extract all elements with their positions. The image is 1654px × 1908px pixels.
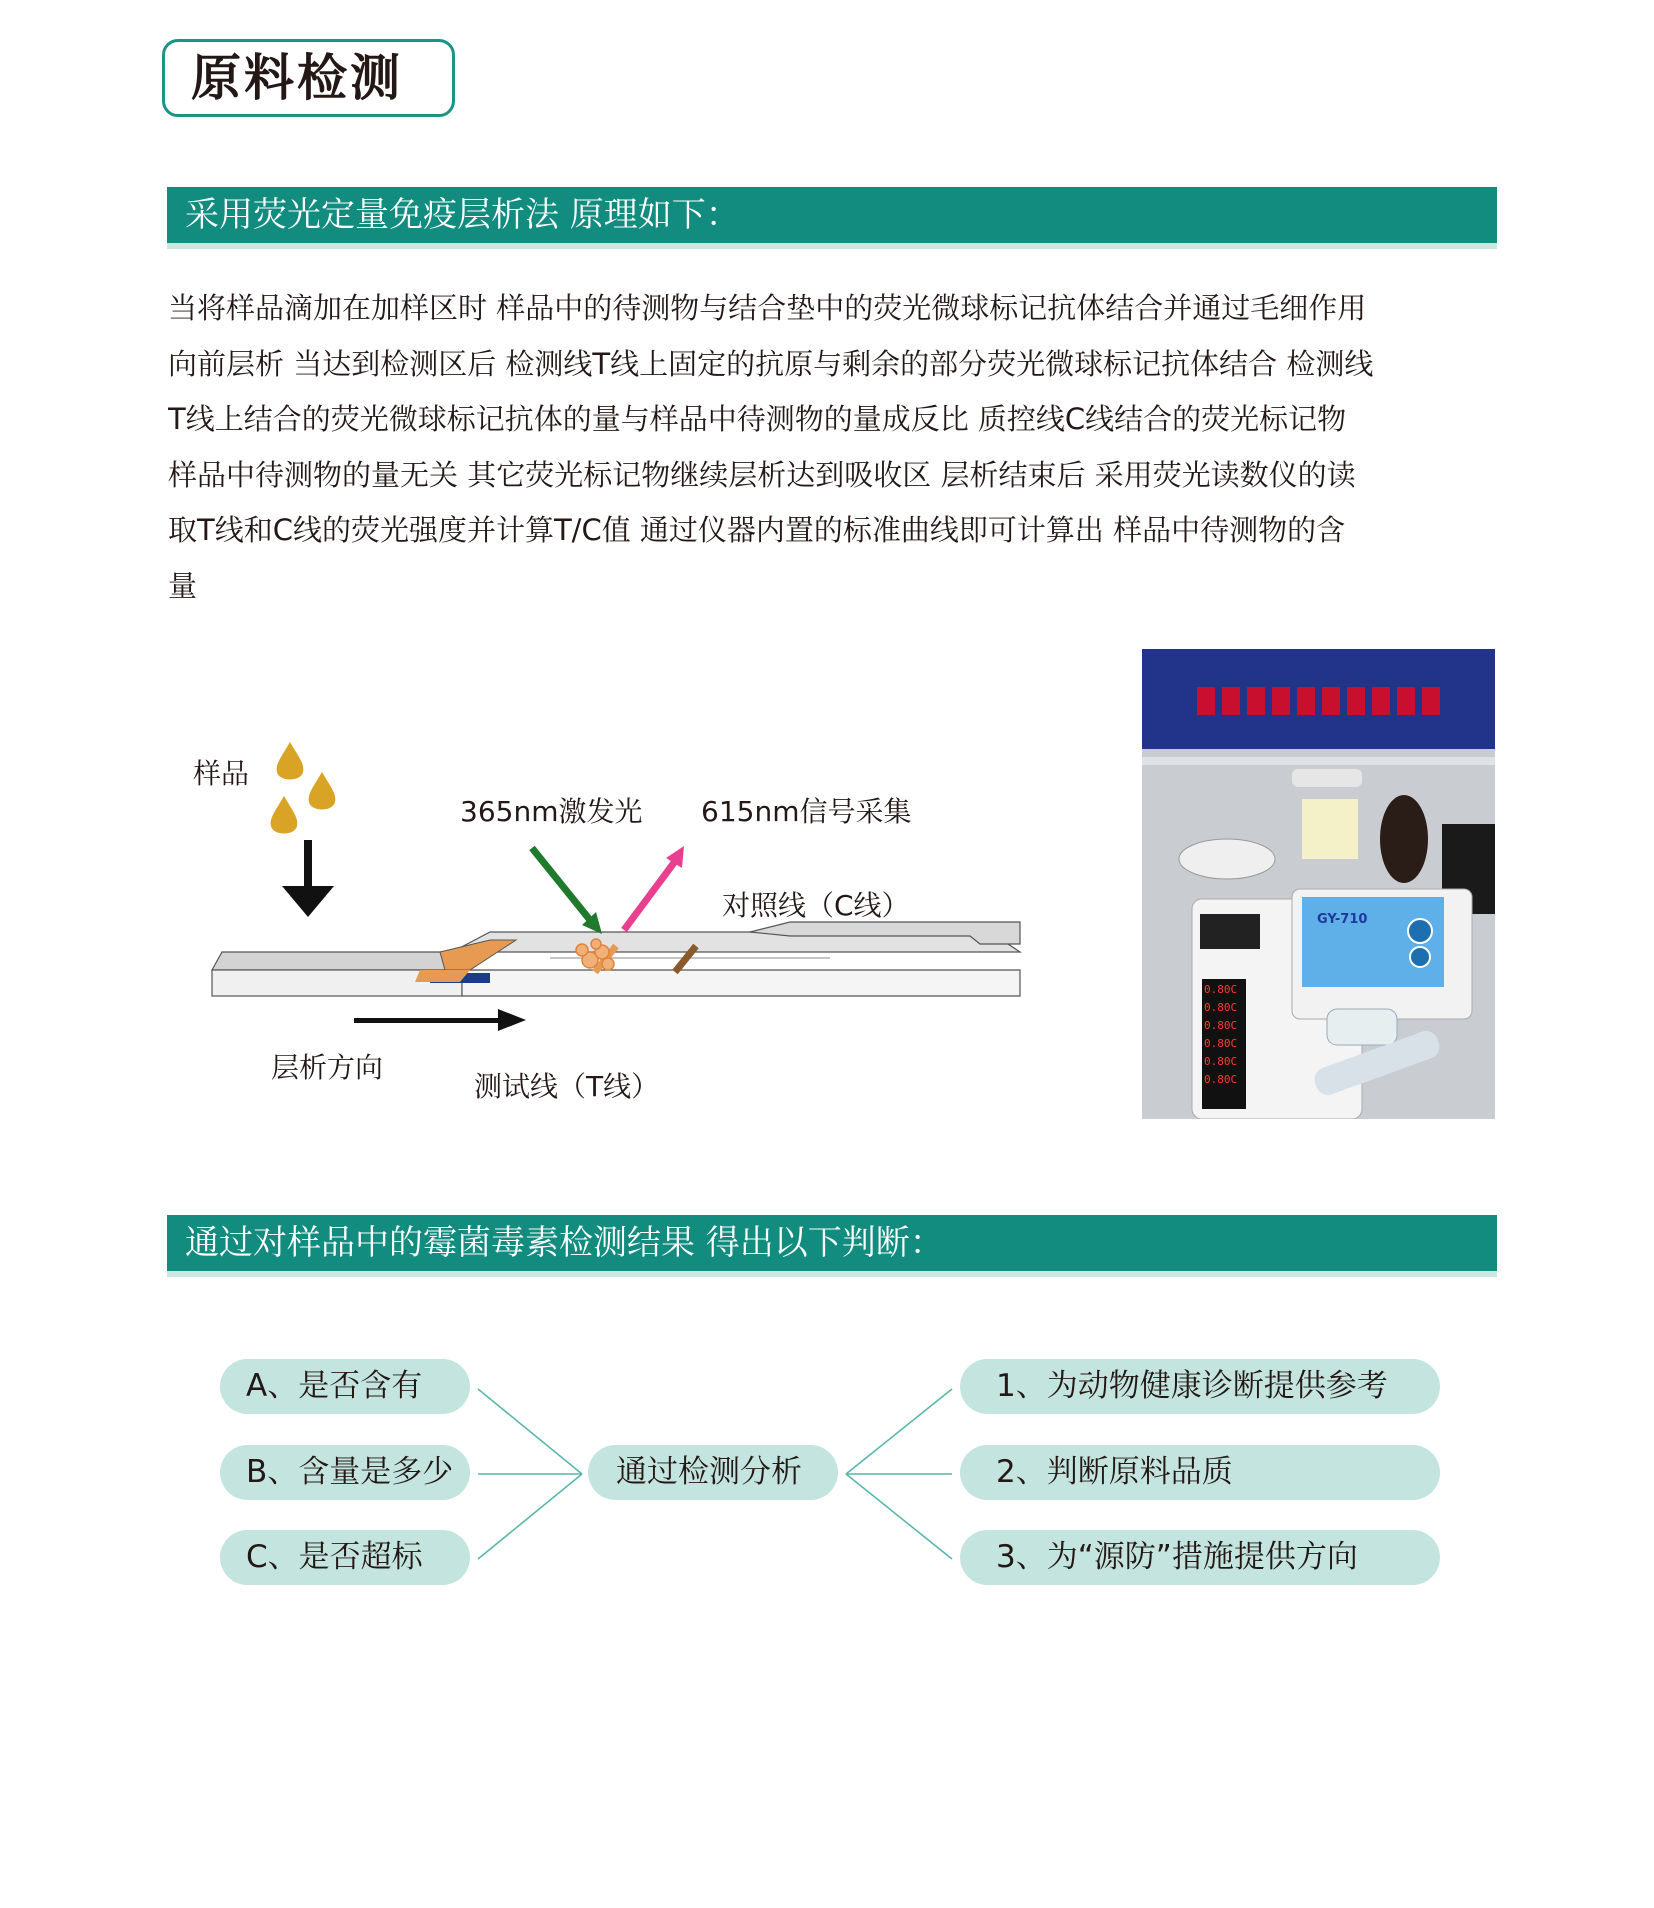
sample-label: 样品 [193,757,250,790]
criteria-pill-a: A、是否含有 [220,1359,470,1414]
paragraph-line: 量 [168,568,198,603]
excitation-label: 365nm激发光 [460,795,643,828]
readout-display: 0.80C [1204,1001,1238,1014]
readout-display: 0.80C [1204,1037,1238,1050]
test-line-label: 测试线（T线） [474,1070,660,1103]
paragraph-line: 样品中待测物的量无关 其它荧光标记物继续层析达到吸收区 层析结束后 采用荧光读数仪的读 [168,457,1356,492]
paragraph-line: 当将样品滴加在加样区时 样品中的待测物与结合垫中的荧光微球标记抗体结合并通过毛细作用 [168,291,1367,325]
paragraph-line: T线上结合的荧光微球标记抗体的量与样品中待测物的量成反比 质控线C线结合的荧光标记物 [168,402,1347,436]
criteria-pill-c: C、是否超标 [220,1530,470,1585]
paragraph-line: 向前层析 当达到检测区后 检测线T线上固定的抗原与剩余的部分荧光微球标记抗体结合 检测线 [168,346,1374,381]
readout-display: 0.80C [1204,1055,1238,1068]
section-heading: 通过对样品中的霉菌毒素检测结果 得出以下判断： [185,1223,944,1263]
readout-display: 0.80C [1204,983,1238,996]
criteria-pill-b: B、含量是多少 [220,1445,470,1500]
outcome-pill-2: 2、判断原料品质 [960,1445,1440,1500]
page-title: 原料检测 [191,49,403,107]
readout-display: 0.80C [1204,1019,1238,1032]
device-label: GY-710 [1317,912,1368,927]
readout-display: 0.80C [1204,1073,1238,1086]
control-line-label: 对照线（C线） [722,889,910,922]
outcome-pill-1: 1、为动物健康诊断提供参考 [960,1359,1440,1414]
direction-label: 层析方向 [271,1051,384,1084]
analysis-pill: 通过检测分析 [588,1445,838,1500]
section-heading: 采用荧光定量免疫层析法 原理如下： [185,195,740,235]
outcome-pill-3: 3、为“源防”措施提供方向 [960,1530,1440,1585]
paragraph-line: 取T线和C线的荧光强度并计算T/C值 通过仪器内置的标准曲线即可计算出 样品中待测物的含 [168,513,1346,547]
signal-label: 615nm信号采集 [701,795,912,828]
